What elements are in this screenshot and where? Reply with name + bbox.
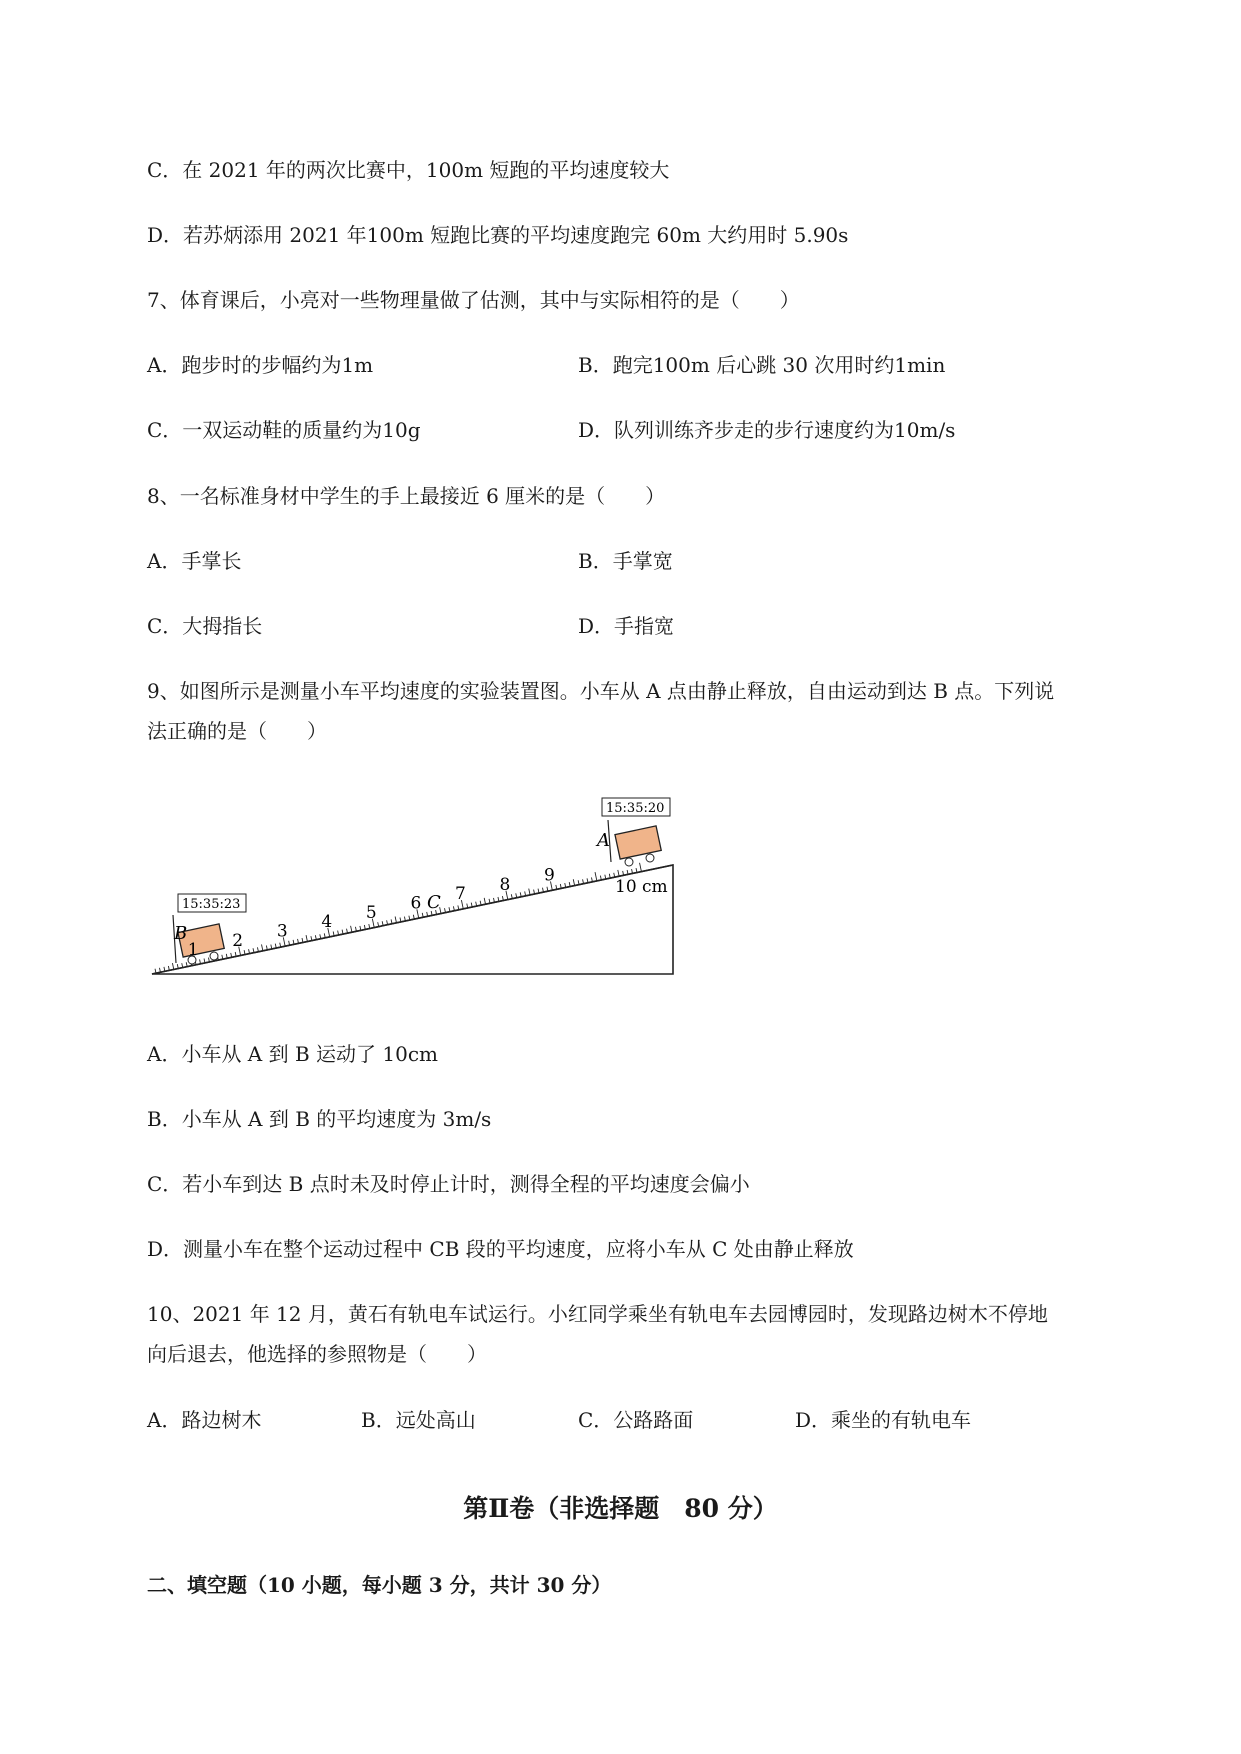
ruler-tick <box>168 966 169 970</box>
scale-numbers <box>188 866 555 961</box>
ruler-tick <box>289 941 290 945</box>
ruler-tick <box>467 904 468 908</box>
ruler-tick <box>471 903 472 907</box>
q9-option-c: C．若小车到达 B 点时未及时停止计时，测得全程的平均速度会偏小 <box>147 1172 750 1196</box>
q7-option-c: C．一双运动鞋的质量约为10g <box>147 418 421 442</box>
q9-stem-line1: 9、如图所示是测量小车平均速度的实验装置图。小车从 A 点由静止释放，自由运动到达 B 点。下列说 <box>147 679 1055 703</box>
ruler-tick <box>636 868 637 872</box>
ruler-tick <box>266 945 267 949</box>
cart-a-body <box>615 826 661 859</box>
ruler-tick <box>342 930 343 934</box>
ruler-tick <box>511 894 512 898</box>
ruler-tick <box>395 916 396 922</box>
clock-a-time: 15:35:20 <box>606 801 665 816</box>
scale-number: 8 <box>499 874 511 895</box>
ruler-tick <box>177 964 178 968</box>
ruler-tick <box>315 935 316 939</box>
ruler-tick <box>382 921 383 925</box>
ruler-tick <box>538 889 539 893</box>
ruler-tick <box>516 893 517 897</box>
q6-option-c: C．在 2021 年的两次比赛中，100m 短跑的平均速度较大 <box>147 158 670 182</box>
ruler-tick <box>534 890 535 894</box>
unit-label: 10 cm <box>615 877 668 897</box>
ruler-tick <box>484 898 485 904</box>
ruler-tick <box>525 891 526 895</box>
q8-option-b: B．手掌宽 <box>578 549 673 573</box>
cart-b-wheel <box>210 952 218 960</box>
q7-option-d: D．队列训练齐步走的步行速度约为10m/s <box>578 418 956 442</box>
ruler-tick <box>253 948 254 952</box>
ruler-tick <box>640 863 642 872</box>
ruler-tick <box>280 943 281 947</box>
scale-number: 7 <box>454 884 466 905</box>
ruler-tick <box>480 901 481 905</box>
ruler-tick <box>298 939 299 943</box>
ruler-tick <box>208 958 209 962</box>
ruler-tick <box>302 938 303 942</box>
ruler-tick <box>200 959 201 963</box>
scale-number: 5 <box>365 902 377 923</box>
q10-stem-line1: 10、2021 年 12 月，黄石有轨电车试运行。小红同学乘坐有轨电车去园博园时，发现路边树木不停地 <box>147 1302 1048 1326</box>
ruler-tick <box>275 944 276 948</box>
ruler-tick <box>587 878 588 882</box>
ruler-tick <box>600 876 601 880</box>
ruler-tick <box>449 907 450 911</box>
ruler-tick <box>422 913 423 917</box>
label-a: A <box>597 830 610 851</box>
ruler-ticks <box>155 863 641 973</box>
ruler-tick <box>627 870 628 874</box>
ruler-tick <box>333 931 334 935</box>
ruler-tick <box>391 919 392 923</box>
q10-stem-line2: 向后退去，他选择的参照物是（ ） <box>147 1342 487 1366</box>
ruler-tick <box>271 945 272 949</box>
ruler-tick <box>306 935 307 941</box>
label-b: B <box>174 923 188 944</box>
scale-number: 3 <box>276 921 288 942</box>
ruler-tick <box>494 898 495 902</box>
ruler-tick <box>609 874 610 878</box>
ruler-tick <box>632 869 633 873</box>
ruler-tick <box>324 933 325 937</box>
q8-stem: 8、一名标准身材中学生的手上最接近 6 厘米的是（ ） <box>147 484 666 508</box>
q7-option-a: A．跑步时的步幅约为1m <box>147 353 374 377</box>
ruler-tick <box>520 892 521 896</box>
ruler-tick <box>502 896 503 900</box>
ruler-tick <box>400 918 401 922</box>
ruler-tick <box>182 963 183 967</box>
scale-number: 6 <box>410 893 422 914</box>
ruler-tick <box>404 917 405 921</box>
ruler-tick <box>543 888 544 892</box>
ruler-tick <box>311 936 312 940</box>
ruler-tick <box>556 885 557 889</box>
ruler-tick <box>347 929 348 933</box>
ruler-tick <box>262 944 263 950</box>
ruler-tick <box>453 906 454 910</box>
ruler-tick <box>409 916 410 920</box>
q9-option-b: B．小车从 A 到 B 的平均速度为 3m/s <box>147 1107 492 1131</box>
ruler-tick <box>573 879 574 885</box>
ruler-tick <box>378 922 379 926</box>
q9-option-d: D．测量小车在整个运动过程中 CB 段的平均速度，应将小车从 C 处由静止释放 <box>147 1237 854 1261</box>
ruler-tick <box>595 872 597 881</box>
q7-option-b: B．跑完100m 后心跳 30 次用时约1min <box>578 353 946 377</box>
ruler-tick <box>489 899 490 903</box>
ruler-tick <box>476 902 477 906</box>
scale-number: 2 <box>232 930 244 951</box>
scale-number: 4 <box>321 912 333 933</box>
ruler-tick <box>355 927 356 931</box>
section-subtitle: 二、填空题（10 小题，每小题 3 分，共计 30 分） <box>147 1573 612 1597</box>
cart-a <box>608 820 661 866</box>
q7-stem: 7、体育课后，小亮对一些物理量做了估测，其中与实际相符的是（ ） <box>147 288 800 312</box>
ruler-tick <box>204 959 205 963</box>
ruler-tick <box>226 954 227 958</box>
q6-option-d: D．若苏炳添用 2021 年100m 短跑比赛的平均速度跑完 60m 大约用时 5.90s <box>147 223 849 247</box>
ruler-tick <box>605 875 606 879</box>
ruler-tick <box>293 940 294 944</box>
ruler-tick <box>387 920 388 924</box>
q8-option-a: A．手掌长 <box>147 549 242 573</box>
ruler-tick <box>498 897 499 901</box>
cart-a-wheel <box>646 854 654 862</box>
ruler-tick <box>565 883 566 887</box>
q10-option-c: C．公路路面 <box>578 1408 694 1432</box>
q10-option-d: D．乘坐的有轨电车 <box>795 1408 972 1432</box>
ruler-tick <box>186 962 187 966</box>
q8-option-c: C．大拇指长 <box>147 614 263 638</box>
ruler-tick <box>159 968 160 972</box>
incline-figure <box>148 790 678 990</box>
ruler-tick <box>529 889 530 895</box>
ruler-tick <box>172 963 173 969</box>
ruler-tick <box>547 887 548 891</box>
ruler-tick <box>369 924 370 928</box>
ruler-tick <box>458 905 459 909</box>
q10-option-a: A．路边树木 <box>147 1408 262 1432</box>
q8-option-d: D．手指宽 <box>578 614 675 638</box>
ruler-tick <box>155 969 156 973</box>
ruler-tick <box>623 871 624 875</box>
ruler-tick <box>222 955 223 959</box>
ruler-tick <box>351 926 352 932</box>
ruler-tick <box>560 884 561 888</box>
ruler-tick <box>360 926 361 930</box>
clock-b-time: 15:35:23 <box>182 897 241 912</box>
q10-option-b: B．远处高山 <box>361 1408 476 1432</box>
ruler-tick <box>231 953 232 957</box>
ramp-top-edge <box>152 865 673 974</box>
ruler-tick <box>244 950 245 954</box>
scale-number: 9 <box>544 865 555 886</box>
label-c: C <box>427 892 441 913</box>
ruler-tick <box>338 931 339 935</box>
ruler-tick <box>364 925 365 929</box>
ruler-tick <box>569 882 570 886</box>
ruler-tick <box>413 915 414 919</box>
ruler-tick <box>235 952 236 956</box>
section-title: 第Ⅱ卷（非选择题 80 分） <box>463 1494 778 1523</box>
scale-number: 1 <box>187 940 199 961</box>
ruler-tick <box>249 949 250 953</box>
ruler-tick <box>618 870 619 876</box>
ruler-tick <box>257 947 258 951</box>
cart-a-wheel <box>625 858 633 866</box>
ruler-tick <box>583 879 584 883</box>
ruler-tick <box>578 880 579 884</box>
q9-stem-line2: 法正确的是（ ） <box>147 719 327 743</box>
ruler-tick <box>445 908 446 912</box>
q9-option-a: A．小车从 A 到 B 运动了 10cm <box>147 1042 438 1066</box>
ruler-tick <box>320 934 321 938</box>
ruler-tick <box>591 877 592 881</box>
ruler-tick <box>164 967 165 971</box>
